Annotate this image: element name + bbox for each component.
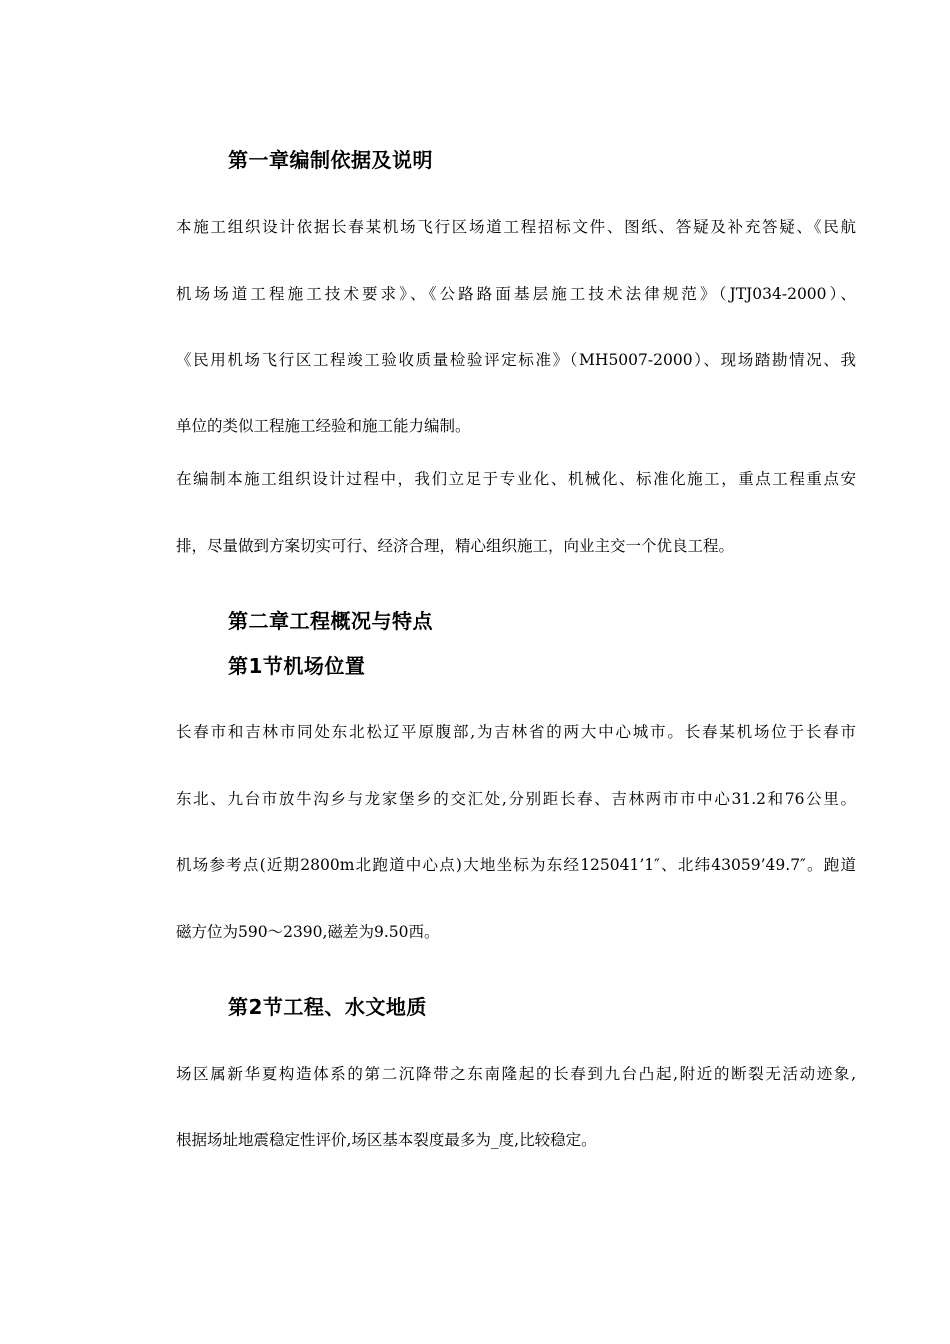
section-2-line-2: 根据场址地震稳定性评价,场区基本裂度最多为_度,比较稳定。 (176, 1131, 597, 1149)
section-2-title: 第2节工程、水文地质 (228, 995, 427, 1019)
section-1-line-4: 磁方位为590～2390,磁差为9.50西。 (176, 923, 440, 941)
section-1-line-2: 东北、九台市放牛沟乡与龙家堡乡的交汇处,分别距长春、吉林两市市中心31.2和76公里。 (176, 790, 856, 808)
chapter-1-title: 第一章编制依据及说明 (228, 148, 433, 172)
section-1-line-3: 机场参考点(近期2800m北跑道中心点)大地坐标为东经125041’1″、北纬43059’49.7″。跑道 (176, 856, 856, 874)
chapter-1-para-1-line-1: 本施工组织设计依据长春某机场飞行区场道工程招标文件、图纸、答疑及补充答疑、《民航 (176, 218, 856, 236)
section-1-line-1: 长春市和吉林市同处东北松辽平原腹部,为吉林省的两大中心城市。长春某机场位于长春市 (176, 723, 856, 741)
chapter-1-para-2-line-1: 在编制本施工组织设计过程中，我们立足于专业化、机械化、标准化施工，重点工程重点安 (176, 470, 856, 488)
chapter-1-para-2-line-2: 排，尽量做到方案切实可行、经济合理，精心组织施工，向业主交一个优良工程。 (176, 537, 735, 555)
section-1-title: 第1节机场位置 (228, 654, 366, 678)
chapter-1-para-1-line-4: 单位的类似工程施工经验和施工能力编制。 (176, 417, 471, 435)
section-2-line-1: 场区属新华夏构造体系的第二沉降带之东南隆起的长春到九台凸起,附近的断裂无活动迹象, (176, 1065, 856, 1083)
chapter-1-para-1-line-3: 《民用机场飞行区工程竣工验收质量检验评定标准》（MH5007-2000）、现场踏勘情况、我 (176, 351, 856, 369)
chapter-2-title: 第二章工程概况与特点 (228, 609, 433, 633)
chapter-1-para-1-line-2: 机场场道工程施工技术要求》、《公路路面基层施工技术法律规范》（JTJ034-2000）、 (176, 285, 856, 303)
